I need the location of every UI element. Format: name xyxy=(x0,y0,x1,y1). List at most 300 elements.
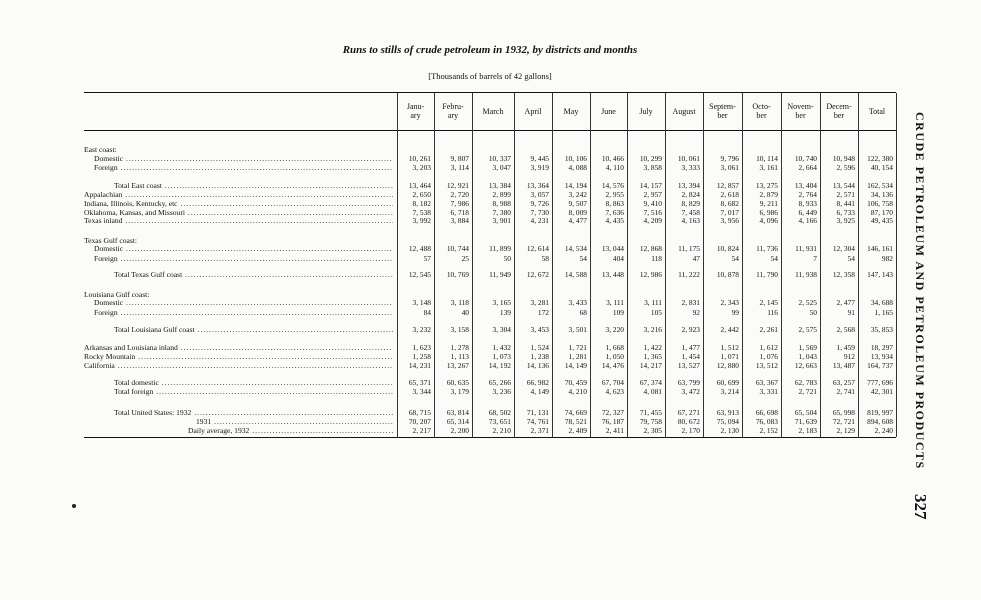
table-cell: 1, 454 xyxy=(681,352,700,361)
table-cell: 1, 050 xyxy=(605,352,624,361)
table-cell: 8, 933 xyxy=(798,199,817,208)
table-cell: 8, 829 xyxy=(681,199,700,208)
table-cell: 12, 986 xyxy=(639,270,662,279)
table-cell: 70, 459 xyxy=(564,378,587,387)
table-cell: 50 xyxy=(809,308,817,317)
table-cell: 80, 672 xyxy=(677,417,700,426)
table-cell: 3, 992 xyxy=(412,216,431,225)
table-cell: 12, 614 xyxy=(526,244,549,253)
table-cell: 3, 114 xyxy=(450,163,469,172)
table-cell: 172 xyxy=(537,308,549,317)
table-cell: 1, 422 xyxy=(643,343,662,352)
margin-dot xyxy=(72,504,76,508)
table-cell: 4, 210 xyxy=(568,387,587,396)
table-cell: 2, 879 xyxy=(759,190,778,199)
table-cell: 147, 143 xyxy=(867,270,893,279)
table-cell: 1, 073 xyxy=(492,352,511,361)
table-cell: 7 xyxy=(813,254,817,263)
table-cell: 1, 165 xyxy=(874,308,893,317)
table-cell: 66, 698 xyxy=(755,408,778,417)
table-cell: 2, 129 xyxy=(836,426,855,435)
column-header: Octo- ber xyxy=(752,102,771,120)
column-header: Janu- ary xyxy=(406,102,425,120)
table-cell: 3, 216 xyxy=(643,325,662,334)
table-cell: 65, 314 xyxy=(446,417,469,426)
table-cell: 79, 758 xyxy=(639,417,662,426)
table-cell: 1, 459 xyxy=(836,343,855,352)
table-cell: 3, 884 xyxy=(450,216,469,225)
table-cell: 2, 411 xyxy=(605,426,624,435)
table-cell: 3, 331 xyxy=(759,387,778,396)
table-cell: 49, 435 xyxy=(870,216,893,225)
table-cell: 76, 083 xyxy=(755,417,778,426)
table-cell: 14, 217 xyxy=(639,361,662,370)
table-cell: 13, 512 xyxy=(755,361,778,370)
table-cell: 10, 740 xyxy=(794,154,817,163)
table-cell: 2, 183 xyxy=(798,426,817,435)
table-cell: 99 xyxy=(731,308,739,317)
table-cell: 4, 166 xyxy=(798,216,817,225)
table-cell: 11, 949 xyxy=(489,270,511,279)
table-cell: 1, 076 xyxy=(759,352,778,361)
row-label: 1931 ..... xyxy=(196,417,393,426)
table-cell: 106, 758 xyxy=(867,199,893,208)
table-cell: 912 xyxy=(843,352,855,361)
table-cell: 3, 304 xyxy=(492,325,511,334)
table-cell: 78, 521 xyxy=(564,417,587,426)
table-cell: 14, 476 xyxy=(601,361,624,370)
table-title: Runs to stills of crude petroleum in 1932, by districts and months xyxy=(342,44,638,56)
table-cell: 9, 726 xyxy=(530,199,549,208)
column-header: August xyxy=(672,106,696,116)
table-cell: 4, 149 xyxy=(530,387,549,396)
table-cell: 2, 741 xyxy=(836,387,855,396)
table-cell: 2, 525 xyxy=(798,298,817,307)
table-cell: 8, 009 xyxy=(568,208,587,217)
column-header: Total xyxy=(868,106,886,116)
table-cell: 146, 161 xyxy=(867,244,893,253)
row-label: Total United States: 1932 ..... xyxy=(114,408,393,417)
table-cell: 3, 158 xyxy=(450,325,469,334)
table-cell: 9, 445 xyxy=(530,154,549,163)
table-cell: 91 xyxy=(847,308,855,317)
column-header: July xyxy=(639,106,653,116)
table-cell: 67, 374 xyxy=(639,378,662,387)
table-cell: 12, 880 xyxy=(716,361,739,370)
table-cell: 1, 721 xyxy=(568,343,587,352)
table-cell: 1, 524 xyxy=(530,343,549,352)
table-cell: 1, 569 xyxy=(798,343,817,352)
table-cell: 8, 682 xyxy=(720,199,739,208)
table-cell: 9, 796 xyxy=(720,154,739,163)
table-cell: 2, 442 xyxy=(720,325,739,334)
table-cell: 25 xyxy=(461,254,469,263)
table-subtitle: [Thousands of barrels of 42 gallons] xyxy=(428,71,552,81)
table-cell: 66, 982 xyxy=(526,378,549,387)
table-cell: 11, 175 xyxy=(678,244,700,253)
table-cell: 13, 364 xyxy=(526,181,549,190)
row-label: Foreign ..... xyxy=(94,254,393,263)
table-cell: 2, 664 xyxy=(798,163,817,172)
page-number: 327 xyxy=(911,494,930,520)
table-cell: 3, 165 xyxy=(492,298,511,307)
table-cell: 14, 231 xyxy=(408,361,431,370)
table-cell: 7, 986 xyxy=(450,199,469,208)
table-cell: 13, 487 xyxy=(832,361,855,370)
column-header: Decem- ber xyxy=(826,102,852,120)
table-cell: 1, 258 xyxy=(412,352,431,361)
table-cell: 3, 281 xyxy=(530,298,549,307)
table-cell: 34, 136 xyxy=(870,190,893,199)
table-cell: 13, 044 xyxy=(601,244,624,253)
row-label: Foreign ..... xyxy=(94,308,393,317)
table-cell: 7, 538 xyxy=(412,208,431,217)
table-cell: 67, 704 xyxy=(601,378,624,387)
table-cell: 58 xyxy=(541,254,549,263)
table-cell: 3, 242 xyxy=(568,190,587,199)
table-cell: 76, 187 xyxy=(601,417,624,426)
row-label: Texas inland ..... xyxy=(84,216,393,225)
table-cell: 777, 696 xyxy=(867,378,893,387)
table-cell: 14, 534 xyxy=(564,244,587,253)
table-cell: 12, 857 xyxy=(716,181,739,190)
table-cell: 12, 358 xyxy=(832,270,855,279)
table-cell: 6, 449 xyxy=(798,208,817,217)
table-cell: 2, 477 xyxy=(836,298,855,307)
row-label: Total foreign ..... xyxy=(114,387,393,396)
table-cell: 87, 170 xyxy=(870,208,893,217)
table-cell: 7, 380 xyxy=(492,208,511,217)
table-cell: 2, 618 xyxy=(720,190,739,199)
table-cell: 14, 194 xyxy=(564,181,587,190)
table-cell: 2, 955 xyxy=(605,190,624,199)
table-cell: 67, 271 xyxy=(677,408,700,417)
table-cell: 2, 571 xyxy=(836,190,855,199)
column-header: Septem- ber xyxy=(709,102,736,120)
table-cell: 3, 118 xyxy=(450,298,469,307)
table-cell: 4, 081 xyxy=(643,387,662,396)
table-cell: 3, 214 xyxy=(720,387,739,396)
running-head: CRUDE PETROLEUM AND PETROLEUM PRODUCTS xyxy=(913,112,927,470)
table-cell: 8, 863 xyxy=(605,199,624,208)
table-cell: 8, 441 xyxy=(836,199,855,208)
table-cell: 62, 783 xyxy=(794,378,817,387)
table-cell: 14, 157 xyxy=(639,181,662,190)
table-cell: 14, 576 xyxy=(601,181,624,190)
table-cell: 3, 236 xyxy=(492,387,511,396)
table-cell: 2, 923 xyxy=(681,325,700,334)
table-cell: 54 xyxy=(770,254,778,263)
table-cell: 2, 130 xyxy=(720,426,739,435)
table-cell: 40 xyxy=(461,308,469,317)
row-label: Rocky Mountain ..... xyxy=(84,352,393,361)
table-cell: 2, 831 xyxy=(681,298,700,307)
table-cell: 1, 365 xyxy=(643,352,662,361)
table-cell: 3, 179 xyxy=(450,387,469,396)
table-cell: 7, 636 xyxy=(605,208,624,217)
table-cell: 3, 344 xyxy=(412,387,431,396)
table-cell: 13, 384 xyxy=(488,181,511,190)
table-cell: 60, 699 xyxy=(716,378,739,387)
table-cell: 68 xyxy=(579,308,587,317)
table-cell: 14, 588 xyxy=(564,270,587,279)
table-cell: 3, 333 xyxy=(681,163,700,172)
table-cell: 3, 901 xyxy=(492,216,511,225)
row-label: Louisiana Gulf coast: xyxy=(84,290,150,299)
column-header: Novem- ber xyxy=(787,102,814,120)
table-cell: 3, 925 xyxy=(836,216,855,225)
table-cell: 40, 154 xyxy=(870,163,893,172)
table-cell: 2, 343 xyxy=(720,298,739,307)
row-label: East coast: xyxy=(84,145,117,154)
table-cell: 2, 210 xyxy=(492,426,511,435)
table-cell: 71, 455 xyxy=(639,408,662,417)
table-cell: 1, 113 xyxy=(450,352,469,361)
table-cell: 13, 404 xyxy=(794,181,817,190)
table-cell: 1, 071 xyxy=(720,352,739,361)
table-cell: 2, 200 xyxy=(450,426,469,435)
table-cell: 3, 232 xyxy=(412,325,431,334)
table-cell: 50 xyxy=(503,254,511,263)
table-cell: 3, 061 xyxy=(720,163,739,172)
table-cell: 2, 721 xyxy=(798,387,817,396)
row-label: Arkansas and Louisiana inland ..... xyxy=(84,343,393,352)
table-cell: 2, 145 xyxy=(759,298,778,307)
column-header: April xyxy=(524,106,542,116)
table-cell: 7, 458 xyxy=(681,208,700,217)
table-cell: 10, 824 xyxy=(716,244,739,253)
table-cell: 4, 110 xyxy=(605,163,624,172)
table-cell: 12, 663 xyxy=(794,361,817,370)
table-cell: 74, 761 xyxy=(526,417,549,426)
table-cell: 34, 688 xyxy=(870,298,893,307)
table-cell: 57 xyxy=(423,254,431,263)
column-header: March xyxy=(482,106,504,116)
table-cell: 2, 371 xyxy=(530,426,549,435)
table-cell: 10, 466 xyxy=(601,154,624,163)
table-cell: 6, 733 xyxy=(836,208,855,217)
table-cell: 10, 114 xyxy=(756,154,778,163)
table-cell: 75, 094 xyxy=(716,417,739,426)
table-cell: 11, 931 xyxy=(795,244,817,253)
table-cell: 4, 231 xyxy=(530,216,549,225)
table-cell: 71, 639 xyxy=(794,417,817,426)
table-cell: 4, 623 xyxy=(605,387,624,396)
table-cell: 1, 043 xyxy=(798,352,817,361)
table-cell: 109 xyxy=(612,308,624,317)
table-cell: 10, 878 xyxy=(716,270,739,279)
table-cell: 18, 297 xyxy=(870,343,893,352)
row-label: Domestic ..... xyxy=(94,244,393,253)
table-cell: 3, 057 xyxy=(530,190,549,199)
row-label: Total East coast ..... xyxy=(114,181,393,190)
table-cell: 2, 217 xyxy=(412,426,431,435)
table-cell: 13, 394 xyxy=(677,181,700,190)
column-header: May xyxy=(563,106,579,116)
table-cell: 4, 209 xyxy=(643,216,662,225)
table-cell: 65, 504 xyxy=(794,408,817,417)
table-cell: 72, 327 xyxy=(601,408,624,417)
table-cell: 2, 899 xyxy=(492,190,511,199)
table-cell: 4, 477 xyxy=(568,216,587,225)
table-cell: 12, 921 xyxy=(446,181,469,190)
table-cell: 74, 669 xyxy=(564,408,587,417)
row-label: Texas Gulf coast: xyxy=(84,236,138,245)
table-cell: 65, 371 xyxy=(408,378,431,387)
row-label: Oklahoma, Kansas, and Missouri ..... xyxy=(84,208,393,217)
table-cell: 9, 507 xyxy=(568,199,587,208)
table-cell: 54 xyxy=(731,254,739,263)
table-cell: 63, 814 xyxy=(446,408,469,417)
table-cell: 3, 111 xyxy=(606,298,624,307)
table-cell: 11, 790 xyxy=(756,270,778,279)
table-cell: 7, 730 xyxy=(530,208,549,217)
table-cell: 819, 997 xyxy=(867,408,893,417)
table-cell: 12, 672 xyxy=(526,270,549,279)
table-cell: 11, 938 xyxy=(795,270,817,279)
table-cell: 72, 721 xyxy=(832,417,855,426)
table-cell: 6, 718 xyxy=(450,208,469,217)
table-cell: 12, 304 xyxy=(832,244,855,253)
table-cell: 2, 764 xyxy=(798,190,817,199)
table-cell: 3, 161 xyxy=(759,163,778,172)
table-cell: 12, 868 xyxy=(639,244,662,253)
table-cell: 2, 240 xyxy=(874,426,893,435)
column-header: June xyxy=(601,106,616,116)
table-cell: 982 xyxy=(881,254,893,263)
table-cell: 7, 017 xyxy=(720,208,739,217)
table-cell: 3, 111 xyxy=(644,298,662,307)
table-cell: 2, 261 xyxy=(759,325,778,334)
table-cell: 3, 472 xyxy=(681,387,700,396)
table-cell: 3, 919 xyxy=(530,163,549,172)
table-cell: 10, 299 xyxy=(639,154,662,163)
table-cell: 4, 435 xyxy=(605,216,624,225)
table-cell: 65, 998 xyxy=(832,408,855,417)
table-cell: 35, 853 xyxy=(870,325,893,334)
table-cell: 10, 769 xyxy=(446,270,469,279)
table-cell: 60, 635 xyxy=(446,378,469,387)
table-cell: 3, 203 xyxy=(412,163,431,172)
row-label: Daily average, 1932 ..... xyxy=(188,426,393,435)
table-cell: 11, 222 xyxy=(678,270,700,279)
table-cell: 1, 238 xyxy=(530,352,549,361)
table-cell: 10, 337 xyxy=(488,154,511,163)
table-cell: 2, 568 xyxy=(836,325,855,334)
row-label: Appalachian ..... xyxy=(84,190,393,199)
table-cell: 65, 266 xyxy=(488,378,511,387)
table-cell: 8, 182 xyxy=(412,199,431,208)
table-cell: 84 xyxy=(423,308,431,317)
table-cell: 8, 988 xyxy=(492,199,511,208)
table-cell: 12, 545 xyxy=(408,270,431,279)
table-cell: 9, 807 xyxy=(450,154,469,163)
table-cell: 1, 612 xyxy=(759,343,778,352)
table-cell: 4, 163 xyxy=(681,216,700,225)
table-cell: 3, 433 xyxy=(568,298,587,307)
row-label: Total Texas Gulf coast ..... xyxy=(114,270,393,279)
table-cell: 164, 737 xyxy=(867,361,893,370)
table-cell: 13, 275 xyxy=(755,181,778,190)
table-cell: 10, 744 xyxy=(446,244,469,253)
table-cell: 118 xyxy=(651,254,662,263)
table-cell: 11, 899 xyxy=(489,244,511,253)
table-cell: 10, 061 xyxy=(677,154,700,163)
table-cell: 116 xyxy=(767,308,778,317)
row-label: Domestic ..... xyxy=(94,154,393,163)
table-cell: 63, 799 xyxy=(677,378,700,387)
table-cell: 13, 527 xyxy=(677,361,700,370)
table-cell: 68, 502 xyxy=(488,408,511,417)
header-rule xyxy=(84,130,896,131)
table-cell: 47 xyxy=(692,254,700,263)
table-cell: 4, 096 xyxy=(759,216,778,225)
table-cell: 3, 501 xyxy=(568,325,587,334)
table-cell: 63, 913 xyxy=(716,408,739,417)
table-cell: 1, 512 xyxy=(720,343,739,352)
table-cell: 14, 136 xyxy=(526,361,549,370)
column-rule xyxy=(896,93,897,437)
row-label: Domestic ..... xyxy=(94,298,393,307)
row-label: Foreign ..... xyxy=(94,163,393,172)
table-cell: 13, 464 xyxy=(408,181,431,190)
table-cell: 162, 534 xyxy=(867,181,893,190)
table-cell: 10, 106 xyxy=(564,154,587,163)
table-cell: 68, 715 xyxy=(408,408,431,417)
table-cell: 7, 516 xyxy=(643,208,662,217)
table-cell: 2, 409 xyxy=(568,426,587,435)
table-cell: 9, 410 xyxy=(643,199,662,208)
table-cell: 54 xyxy=(847,254,855,263)
column-header: Febru- ary xyxy=(442,102,464,120)
table-cell: 6, 986 xyxy=(759,208,778,217)
table-cell: 71, 131 xyxy=(526,408,549,417)
table-cell: 2, 824 xyxy=(681,190,700,199)
table-cell: 3, 858 xyxy=(643,163,662,172)
table-cell: 3, 047 xyxy=(492,163,511,172)
table-cell: 54 xyxy=(579,254,587,263)
table-cell: 894, 608 xyxy=(867,417,893,426)
table-cell: 63, 367 xyxy=(755,378,778,387)
row-label: Total domestic ..... xyxy=(114,378,393,387)
table-cell: 3, 956 xyxy=(720,216,739,225)
table-cell: 13, 934 xyxy=(870,352,893,361)
table-cell: 63, 257 xyxy=(832,378,855,387)
table-cell: 1, 432 xyxy=(492,343,511,352)
table-cell: 10, 948 xyxy=(832,154,855,163)
table-cell: 2, 152 xyxy=(759,426,778,435)
table-cell: 2, 596 xyxy=(836,163,855,172)
table-cell: 4, 088 xyxy=(568,163,587,172)
table-cell: 2, 170 xyxy=(681,426,700,435)
table-cell: 92 xyxy=(692,308,700,317)
table-cell: 3, 148 xyxy=(412,298,431,307)
table-cell: 2, 650 xyxy=(412,190,431,199)
table-cell: 1, 668 xyxy=(605,343,624,352)
table-cell: 1, 278 xyxy=(450,343,469,352)
table-cell: 1, 281 xyxy=(568,352,587,361)
table-cell: 11, 736 xyxy=(756,244,778,253)
table-cell: 2, 720 xyxy=(450,190,469,199)
row-label: Total Louisiana Gulf coast ..... xyxy=(114,325,393,334)
table-cell: 2, 305 xyxy=(643,426,662,435)
table-cell: 2, 957 xyxy=(643,190,662,199)
table-cell: 3, 220 xyxy=(605,325,624,334)
table-cell: 3, 453 xyxy=(530,325,549,334)
table-cell: 42, 301 xyxy=(870,387,893,396)
table-cell: 12, 488 xyxy=(408,244,431,253)
table-cell: 13, 267 xyxy=(446,361,469,370)
